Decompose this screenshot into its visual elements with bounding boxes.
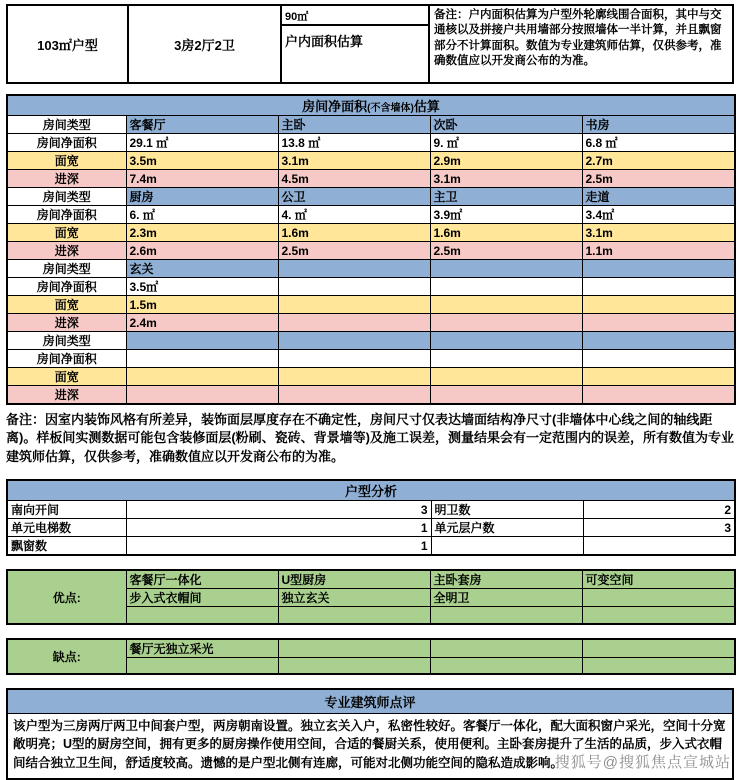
room-area-cell: 9. ㎡: [430, 134, 582, 152]
pros-table: [6, 569, 736, 625]
room-type-cell: 主卫: [430, 188, 582, 206]
table-row: [7, 386, 735, 405]
unit-layout: 3房2厅2卫: [127, 6, 280, 82]
analysis-label: 单元层户数: [431, 519, 583, 537]
room-depth-cell: 2.6m: [126, 242, 278, 260]
measurement-note: 备注：因室内装饰风格有所差异，装饰面层厚度存在不确定性，房间尺寸仅表达墙面结构净尺寸(非墙体中心线之间的轴线距离)。样板间实测数据可能包含装修面层(粉刷、瓷砖、背景墙等)及施工误差，测量结果会有一定范围内的误差，所有数值为专业建筑师估算，仅供参考，准确数值应以开发商公布的为准。: [6, 412, 734, 464]
room-depth-cell: [126, 386, 278, 405]
room-area-cell: 4. ㎡: [278, 206, 430, 224]
table-row: [7, 134, 735, 152]
table-row: [7, 296, 735, 314]
pros-cell: [126, 607, 278, 624]
row-label: 房间类型: [7, 116, 126, 134]
room-area-cell: [278, 350, 430, 368]
room-area-cell: 13.8 ㎡: [278, 134, 430, 152]
pros-cell: 主卧套房: [430, 570, 582, 589]
room-area-cell: 29.1 ㎡: [126, 134, 278, 152]
pros-label: 优点:: [7, 570, 126, 624]
pros-cell: 全明卫: [430, 589, 582, 607]
pros-cell: 客餐厅一体化: [126, 570, 278, 589]
cons-table: [6, 638, 736, 676]
room-area-cell: [430, 350, 582, 368]
indoor-area-cell: [280, 6, 428, 82]
room-depth-cell: 2.5m: [582, 170, 735, 188]
pros-cell: 独立玄关: [278, 589, 430, 607]
table-row: [7, 314, 735, 332]
cons-cell: [126, 657, 278, 674]
room-depth-cell: [582, 314, 735, 332]
table-row: [7, 519, 735, 537]
cons-cell: [582, 657, 735, 674]
row-label: 房间类型: [7, 332, 126, 350]
review-title: 专业建筑师点评: [8, 690, 732, 714]
room-depth-cell: [278, 314, 430, 332]
pros-cell: [582, 589, 735, 607]
room-width-cell: 3.1m: [278, 152, 430, 170]
cons-label: 缺点:: [7, 639, 126, 675]
room-depth-cell: 2.5m: [278, 242, 430, 260]
room-width-cell: 2.9m: [430, 152, 582, 170]
table-row: [7, 639, 735, 658]
analysis-table: [6, 479, 736, 556]
area-table-title: [7, 95, 735, 116]
room-type-cell: [430, 332, 582, 350]
room-type-cell: 主卧: [278, 116, 430, 134]
pros-cell: [430, 607, 582, 624]
analysis-label: 单元电梯数: [7, 519, 126, 537]
row-label: 房间净面积: [7, 134, 126, 152]
row-label: 面宽: [7, 152, 126, 170]
room-width-cell: [126, 368, 278, 386]
unit-header: [6, 4, 734, 84]
room-type-cell: [278, 332, 430, 350]
table-row: [7, 332, 735, 350]
table-row: [7, 224, 735, 242]
row-label: 房间类型: [7, 260, 126, 278]
row-label: 面宽: [7, 368, 126, 386]
table-row: [7, 188, 735, 206]
analysis-value: 1: [126, 519, 431, 537]
pros-cell: 可变空间: [582, 570, 735, 589]
room-width-cell: 1.6m: [278, 224, 430, 242]
table-row: [7, 570, 735, 589]
room-depth-cell: 7.4m: [126, 170, 278, 188]
room-area-cell: 3.9㎡: [430, 206, 582, 224]
table-title-row: [7, 95, 735, 116]
cons-cell: [278, 639, 430, 658]
row-label: 房间净面积: [7, 278, 126, 296]
header-note: 备注：户内面积估算为户型外轮廓线围合面积，其中与交通核以及拼接户共用墙部分按照墙体一半计算，并且飘窗部分不计算面积。数值为专业建筑师估算，仅供参考，准确数值应以开发商公布的为准。: [428, 6, 732, 82]
room-width-cell: 1.5m: [126, 296, 278, 314]
analysis-value: 3: [126, 501, 431, 519]
table-row: [7, 116, 735, 134]
room-depth-cell: [278, 386, 430, 405]
room-area-table: [6, 94, 736, 405]
table-row: [7, 350, 735, 368]
room-width-cell: [582, 368, 735, 386]
room-depth-cell: [582, 386, 735, 405]
room-area-cell: [126, 350, 278, 368]
table-row: [7, 170, 735, 188]
room-depth-cell: 2.4m: [126, 314, 278, 332]
row-label: 进深: [7, 314, 126, 332]
pros-cell: [278, 607, 430, 624]
room-width-cell: [278, 368, 430, 386]
room-area-cell: 3.4㎡: [582, 206, 735, 224]
analysis-title: 户型分析: [7, 480, 735, 501]
row-label: 进深: [7, 386, 126, 405]
table-row: [7, 501, 735, 519]
room-width-cell: [430, 368, 582, 386]
row-label: 房间类型: [7, 188, 126, 206]
indoor-area-value: 90㎡: [282, 6, 428, 26]
room-area-cell: 6.8 ㎡: [582, 134, 735, 152]
title-main: 房间净面积: [302, 99, 368, 114]
room-type-cell: 公卫: [278, 188, 430, 206]
room-type-cell: 厨房: [126, 188, 278, 206]
room-depth-cell: [430, 386, 582, 405]
room-area-cell: [582, 278, 735, 296]
row-label: 进深: [7, 242, 126, 260]
analysis-label: [431, 537, 583, 556]
table-row: [7, 537, 735, 556]
room-type-cell: 玄关: [126, 260, 278, 278]
room-width-cell: [278, 296, 430, 314]
review-text: 该户型为三房两厅两卫中间套户型，两房朝南设置。独立玄关入户，私密性较好。客餐厅一体化，配大面积窗户采光，空间十分宽敞明亮；U型的厨房空间，拥有更多的厨房操作使用空间，合适的餐厨关系，使用便利。主卧套房提升了生活的品质，步入式衣帽间结合独立卫生间，舒适度较高。遗憾的是户型北侧有连廊，可能对北侧功能空间的隐私造成影响。: [13, 719, 726, 770]
unit-type: 103㎡户型: [37, 37, 98, 53]
room-type-cell: 次卧: [430, 116, 582, 134]
room-type-cell: [278, 260, 430, 278]
row-label: 房间净面积: [7, 350, 126, 368]
cons-cell: [278, 657, 430, 674]
room-type-cell: 书房: [582, 116, 735, 134]
analysis-label: 飘窗数: [7, 537, 126, 556]
room-area-cell: 6. ㎡: [126, 206, 278, 224]
room-type-cell: [430, 260, 582, 278]
indoor-area-label: 户内面积估算: [285, 34, 364, 49]
title-sub: (不含墙体): [367, 103, 414, 114]
room-width-cell: 2.7m: [582, 152, 735, 170]
cons-cell: [430, 657, 582, 674]
room-type-cell: [582, 332, 735, 350]
room-area-cell: [582, 350, 735, 368]
room-width-cell: [582, 296, 735, 314]
cons-cell: [430, 639, 582, 658]
room-depth-cell: 2.5m: [430, 242, 582, 260]
row-label: 面宽: [7, 224, 126, 242]
room-type-cell: [126, 332, 278, 350]
room-depth-cell: 3.1m: [430, 170, 582, 188]
row-label: 面宽: [7, 296, 126, 314]
room-area-cell: 3.5㎡: [126, 278, 278, 296]
cons-cell: 餐厅无独立采光: [126, 639, 278, 658]
watermark: 搜狐号@搜狐焦点宣城站: [554, 754, 731, 771]
room-width-cell: 3.1m: [582, 224, 735, 242]
room-area-cell: [278, 278, 430, 296]
pros-cell: U型厨房: [278, 570, 430, 589]
pros-cell: [582, 607, 735, 624]
row-label: 房间净面积: [7, 206, 126, 224]
room-type-cell: 走道: [582, 188, 735, 206]
room-width-cell: 2.3m: [126, 224, 278, 242]
table-row: [7, 368, 735, 386]
room-width-cell: 3.5m: [126, 152, 278, 170]
analysis-value: 1: [126, 537, 431, 556]
cons-cell: [582, 639, 735, 658]
table-row: [7, 242, 735, 260]
table-row: [7, 278, 735, 296]
table-title-row: [7, 480, 735, 501]
room-depth-cell: 4.5m: [278, 170, 430, 188]
table-row: [7, 152, 735, 170]
analysis-label: 明卫数: [431, 501, 583, 519]
analysis-value: 3: [583, 519, 735, 537]
room-width-cell: 1.6m: [430, 224, 582, 242]
analysis-value: [583, 537, 735, 556]
analysis-label: 南向开间: [7, 501, 126, 519]
room-type-cell: 客餐厅: [126, 116, 278, 134]
title-tail: 估算: [413, 99, 440, 114]
room-width-cell: [430, 296, 582, 314]
room-area-cell: [430, 278, 582, 296]
table-row: [7, 260, 735, 278]
table-row: [7, 206, 735, 224]
room-depth-cell: 1.1m: [582, 242, 735, 260]
room-depth-cell: [430, 314, 582, 332]
analysis-value: 2: [583, 501, 735, 519]
row-label: 进深: [7, 170, 126, 188]
pros-cell: 步入式衣帽间: [126, 589, 278, 607]
room-type-cell: [582, 260, 735, 278]
floorplan-spec-sheet: [6, 4, 734, 780]
